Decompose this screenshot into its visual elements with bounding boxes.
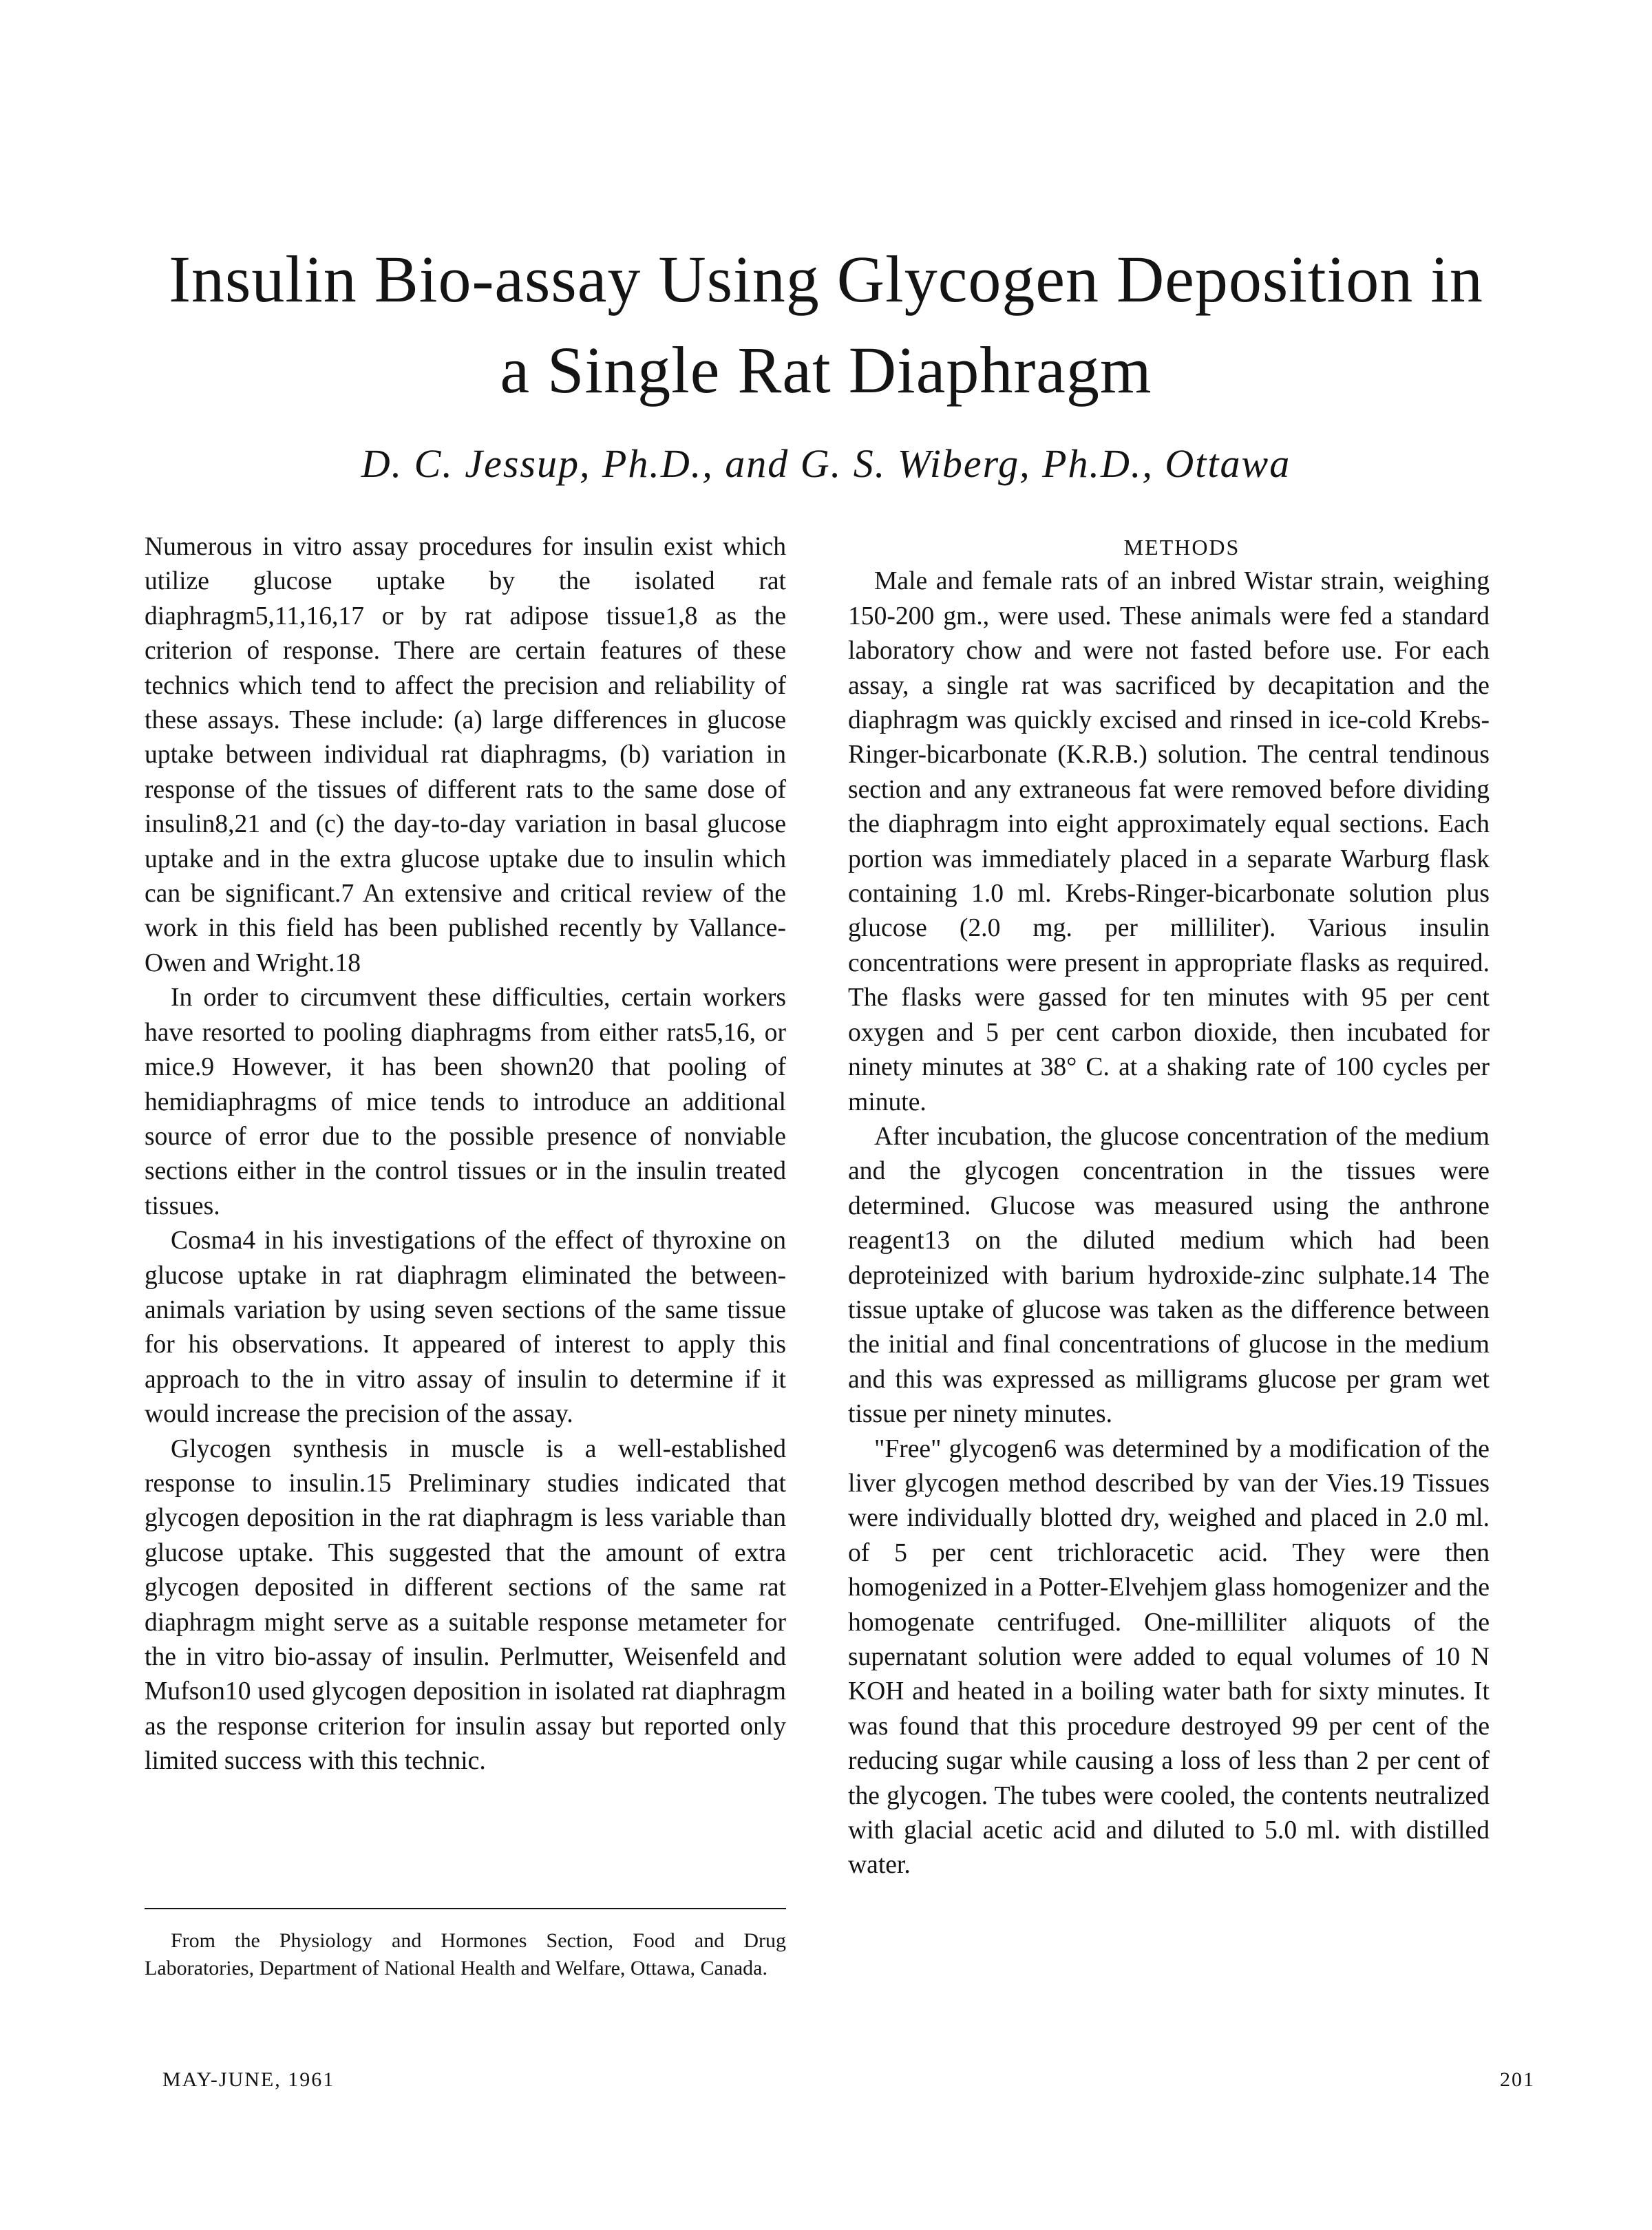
footnote-divider bbox=[145, 1908, 786, 1909]
section-heading-methods: METHODS bbox=[1123, 535, 1240, 560]
page-number: 201 bbox=[1500, 2068, 1535, 2091]
paragraph-pooling: In order to circumvent these difficulties, certain workers have resorted to pooling diaphragms from either rats5,16, or mice.9 However, it has been shown20 that pooling of hemidiaphragms of mice tends to introduce an additional source of error due to the possible presence of nonviable sections either in the control tissues or in the insulin treated tissues. bbox=[145, 984, 786, 1220]
right-column bbox=[848, 530, 1490, 1883]
running-footer-date: MAY-JUNE, 1961 bbox=[162, 2068, 335, 2091]
paragraph-cosma: Cosma4 in his investigations of the effect of thyroxine on glucose uptake in rat diaphragm eliminated the between-animals variation by using seven sections of the same tissue for his observations. It appeared of interest to apply this approach to the in vitro assay of insulin to determine if it would increase the precision of the assay. bbox=[145, 1226, 786, 1429]
author-byline: D. C. Jessup, Ph.D., and G. S. Wiberg, Ph.D., Ottawa bbox=[361, 441, 1291, 486]
paragraph-intro: Numerous in vitro assay procedures for insulin exist which utilize glucose uptake by the isolated rat diaphragm5,11,16,17 or by rat adipose tissue1,8 as the criterion of response. There are certain features of these technics which tend to affect the precision and reliability of these assays. These include: (a) large differences in glucose uptake between individual rat diaphragms, (b) variation in response of the tissues of different rats to the same dose of insulin8,21 and (c) the day-to-day variation in basal glucose uptake and in the extra glucose uptake due to insulin which can be significant.7 An extensive and critical review of the work in this field has been published recently by Vallance-Owen and Wright.18 bbox=[145, 533, 786, 977]
article-title-line-1: Insulin Bio-assay Using Glycogen Deposition in bbox=[169, 242, 1483, 316]
article-title-line-2: a Single Rat Diaphragm bbox=[500, 333, 1152, 407]
paragraph-glycogen-synthesis: Glycogen synthesis in muscle is a well-established response to insulin.15 Preliminary studies indicated that glycogen deposition in the rat diaphragm is less variable than glucose uptake. This suggested that the amount of extra glycogen deposited in different sections of the same rat diaphragm might serve as a suitable response metameter for the in vitro bio-assay of insulin. Perlmutter, Weisenfeld and Mufson10 used glycogen deposition in isolated rat diaphragm as the response criterion for insulin assay but reported only limited success with this technic. bbox=[145, 1434, 786, 1776]
left-column bbox=[145, 530, 786, 1779]
paragraph-methods-glucose: After incubation, the glucose concentration of the medium and the glycogen concentration in the tissues were determined. Glucose was measured using the anthrone reagent13 on the diluted medium which had been deproteinized with barium hydroxide-zinc sulphate.14 The tissue uptake of glucose was taken as the difference between the initial and final concentrations of glucose in the medium and this was expressed as milligrams glucose per gram wet tissue per ninety minutes. bbox=[848, 1122, 1490, 1429]
paragraph-methods-animals: Male and female rats of an inbred Wistar strain, weighing 150-200 gm., were used. These animals were fed a standard laboratory chow and were not fasted before use. For each assay, a single rat was sacrificed by decapitation and the diaphragm was quickly excised and rinsed in ice-cold Krebs-Ringer-bicarbonate (K.R.B.) solution. The central tendinous section and any extraneous fat were removed before dividing the diaphragm into eight approximately equal sections. Each portion was immediately placed in a separate Warburg flask containing 1.0 ml. Krebs-Ringer-bicarbonate solution plus glucose (2.0 mg. per milliliter). Various insulin concentrations were present in appropriate flasks as required. The flasks were gassed for ten minutes with 95 per cent oxygen and 5 per cent carbon dioxide, then incubated for ninety minutes at 38° C. at a shaking rate of 100 cycles per minute. bbox=[848, 567, 1490, 1116]
affiliation-footnote: From the Physiology and Hormones Section, Food and Drug Laboratories, Department of National Health and Welfare, Ottawa, Canada. bbox=[145, 1929, 786, 1979]
paragraph-methods-glycogen: "Free" glycogen6 was determined by a modification of the liver glycogen method described by van der Vies.19 Tissues were individually blotted dry, weighed and placed in 2.0 ml. of 5 per cent trichloracetic acid. They were then homogenized in a Potter-Elvehjem glass homogenizer and the homogenate centrifuged. One-milliliter aliquots of the supernatant solution were added to equal volumes of 10 N KOH and heated in a boiling water bath for sixty minutes. It was found that this procedure destroyed 99 per cent of the reducing sugar while causing a loss of less than 2 per cent of the glycogen. The tubes were cooled, the contents neutralized with glacial acetic acid and diluted to 5.0 ml. with distilled water. bbox=[848, 1434, 1490, 1880]
